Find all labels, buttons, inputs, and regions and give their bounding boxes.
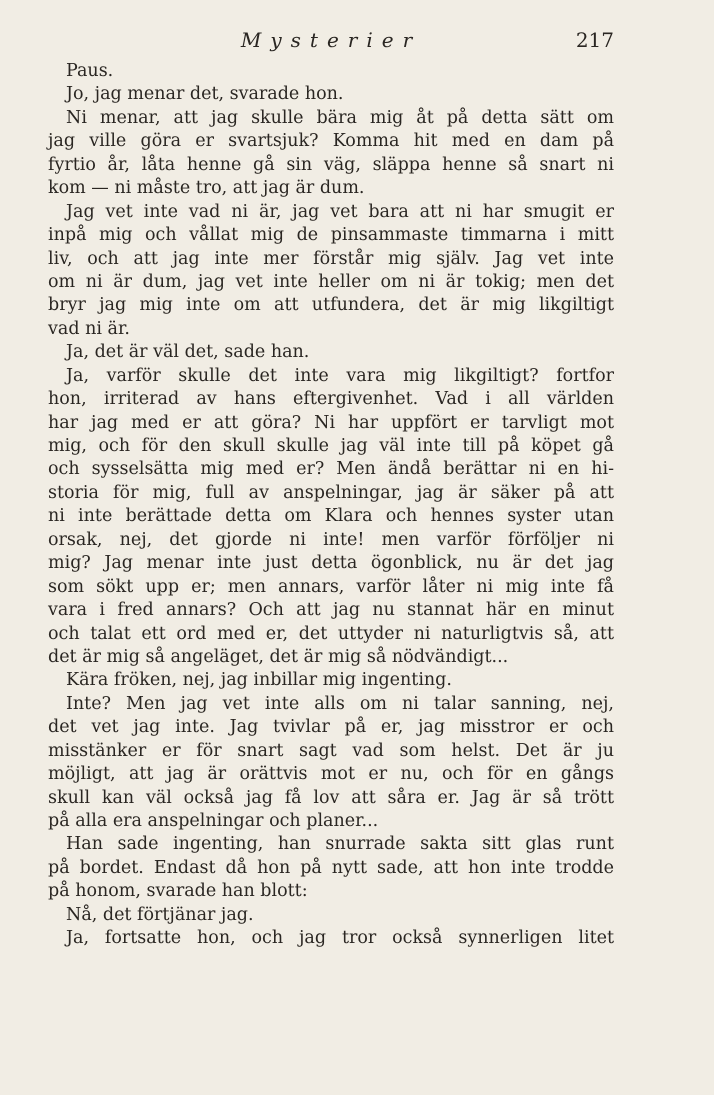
text-line: storia för mig, full av anspelningar, jag är säker på att — [48, 482, 614, 503]
text-line: liv, och att jag inte mer förstår mig själv. Jag vet inte — [48, 248, 614, 269]
text-line: Ja, det är väl det, sade han. — [66, 342, 310, 363]
text-line: om ni är dum, jag vet inte heller om ni är tokig; men det — [48, 271, 614, 292]
text-line: mig? Jag menar inte just detta ögonblick, nu är det jag — [48, 553, 614, 574]
text-line: Han sade ingenting, han snurrade sakta sitt glas runt — [66, 834, 614, 855]
text-line: på alla era anspelningar och planer... — [48, 811, 379, 831]
text-line: möjligt, att jag är orättvis mot er nu, och för en gångs — [48, 764, 614, 785]
text-line: och sysselsätta mig med er? Men ändå berättar ni en hi- — [48, 459, 614, 480]
text-line: Jag vet inte vad ni är, jag vet bara att ni har smugit er — [66, 201, 614, 222]
body-text — [48, 60, 614, 951]
text-line: bryr jag mig inte om att utfundera, det är mig likgiltigt — [48, 295, 614, 316]
text-line: det är mig så angeläget, det är mig så nödvändigt... — [48, 646, 509, 667]
running-head — [48, 28, 614, 58]
text-line: Nå, det förtjänar jag. — [66, 904, 254, 925]
text-line: orsak, nej, det gjorde ni inte! men varför förföljer ni — [48, 529, 614, 550]
text-line: kom — ni måste tro, att jag är dum. — [48, 178, 365, 199]
running-title: Mysterier — [240, 28, 422, 52]
text-line: på honom, svarade han blott: — [48, 881, 308, 902]
text-line: vad ni är. — [48, 318, 130, 339]
text-line: på bordet. Endast då hon på nytt sade, att hon inte trodde — [48, 857, 614, 878]
text-line: vara i fred annars? Och att jag nu stannat här en minut — [48, 600, 614, 621]
text-line: och talat ett ord med er, det uttyder ni naturligtvis så, att — [48, 623, 614, 644]
text-line: Ja, fortsatte hon, och jag tror också synnerligen litet — [66, 928, 614, 949]
text-line: mig, och för den skull skulle jag väl inte till på köpet gå — [48, 436, 614, 456]
text-line: ni inte berättade detta om Klara och hennes syster utan — [48, 506, 614, 527]
text-line: skull kan väl också jag få lov att såra er. Jag är så trött — [48, 787, 614, 808]
text-line: Jo, jag menar det, svarade hon. — [66, 84, 344, 105]
text-line: har jag med er att göra? Ni har uppfört er tarvligt mot — [48, 412, 614, 433]
text-line: misstänker er för snart sagt vad som helst. Det är ju — [48, 740, 614, 761]
text-line: fyrtio år, låta henne gå sin väg, släppa henne så snart ni — [48, 154, 614, 175]
text-line: Ni menar, att jag skulle bära mig åt på detta sätt om — [66, 107, 614, 128]
page-number: 217 — [575, 28, 614, 52]
text-line: jag ville göra er svartsjuk? Komma hit med en dam på — [48, 131, 614, 152]
text-line: det vet jag inte. Jag tvivlar på er, jag misstror er och — [48, 717, 614, 738]
text-line: inpå mig och vållat mig de pinsammaste timmarna i mitt — [48, 225, 614, 246]
text-line: Inte? Men jag vet inte alls om ni talar sanning, nej, — [66, 693, 614, 714]
text-line: Paus. — [66, 61, 114, 81]
text-line: hon, irriterad av hans eftergivenhet. Vad i all världen — [48, 389, 614, 410]
text-line: Ja, varför skulle det inte vara mig likgiltigt? fortfor — [66, 365, 614, 386]
text-line: som sökt upp er; men annars, varför låter ni mig inte få — [48, 576, 614, 597]
text-line: Kära fröken, nej, jag inbillar mig ingenting. — [66, 670, 452, 691]
